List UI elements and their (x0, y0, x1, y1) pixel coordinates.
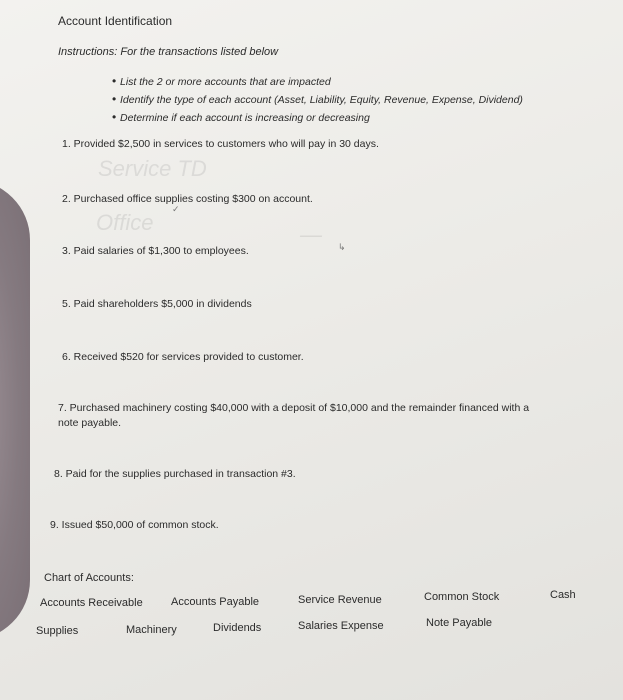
erased-handwriting: Service TD (98, 156, 207, 181)
account-dividends: Dividends (213, 622, 262, 634)
account-service-revenue: Service Revenue (298, 594, 382, 606)
account-common-stock: Common Stock (424, 591, 500, 603)
pen-mark: ✓ (172, 204, 180, 214)
erased-handwriting: Office (96, 210, 154, 235)
bullet-item: • Identify the type of each account (Asset, Liability, Equity, Revenue, Expense, Dividend) (120, 94, 523, 106)
account-supplies: Supplies (36, 625, 79, 637)
transaction-7: 7. Purchased machinery costing $40,000 with a deposit of $10,000 and the remainder financed with a (58, 402, 530, 414)
pen-mark: ↳ (338, 242, 346, 252)
account-accounts-payable: Accounts Payable (171, 596, 260, 608)
transaction-2: 2. Purchased office supplies costing $300 on account. (62, 193, 313, 205)
account-cash: Cash (550, 589, 576, 601)
transaction-3: 3. Paid salaries of $1,300 to employees. (62, 245, 249, 257)
transaction-1: 1. Provided $2,500 in services to customers who will pay in 30 days. (62, 138, 379, 150)
bullet-item: • List the 2 or more accounts that are impacted (120, 76, 331, 88)
account-accounts-receivable: Accounts Receivable (40, 597, 143, 609)
erased-handwriting: — (300, 222, 322, 247)
account-note-payable: Note Payable (426, 617, 493, 629)
chart-of-accounts-title: Chart of Accounts: (44, 572, 134, 584)
account-salaries-expense: Salaries Expense (298, 620, 384, 632)
bullet-item: • Determine if each account is increasing or decreasing (120, 112, 370, 124)
transaction-7-continued: note payable. (58, 417, 122, 429)
transaction-5: 5. Paid shareholders $5,000 in dividends (62, 298, 252, 310)
page-title: Account Identification (58, 14, 173, 28)
account-machinery: Machinery (126, 624, 177, 636)
thumb-shadow (0, 180, 30, 640)
transaction-8: 8. Paid for the supplies purchased in transaction #3. (54, 468, 296, 480)
transaction-9: 9. Issued $50,000 of common stock. (50, 519, 219, 531)
transaction-6: 6. Received $520 for services provided to customer. (62, 351, 304, 363)
instructions: Instructions: For the transactions listed below (58, 46, 279, 58)
